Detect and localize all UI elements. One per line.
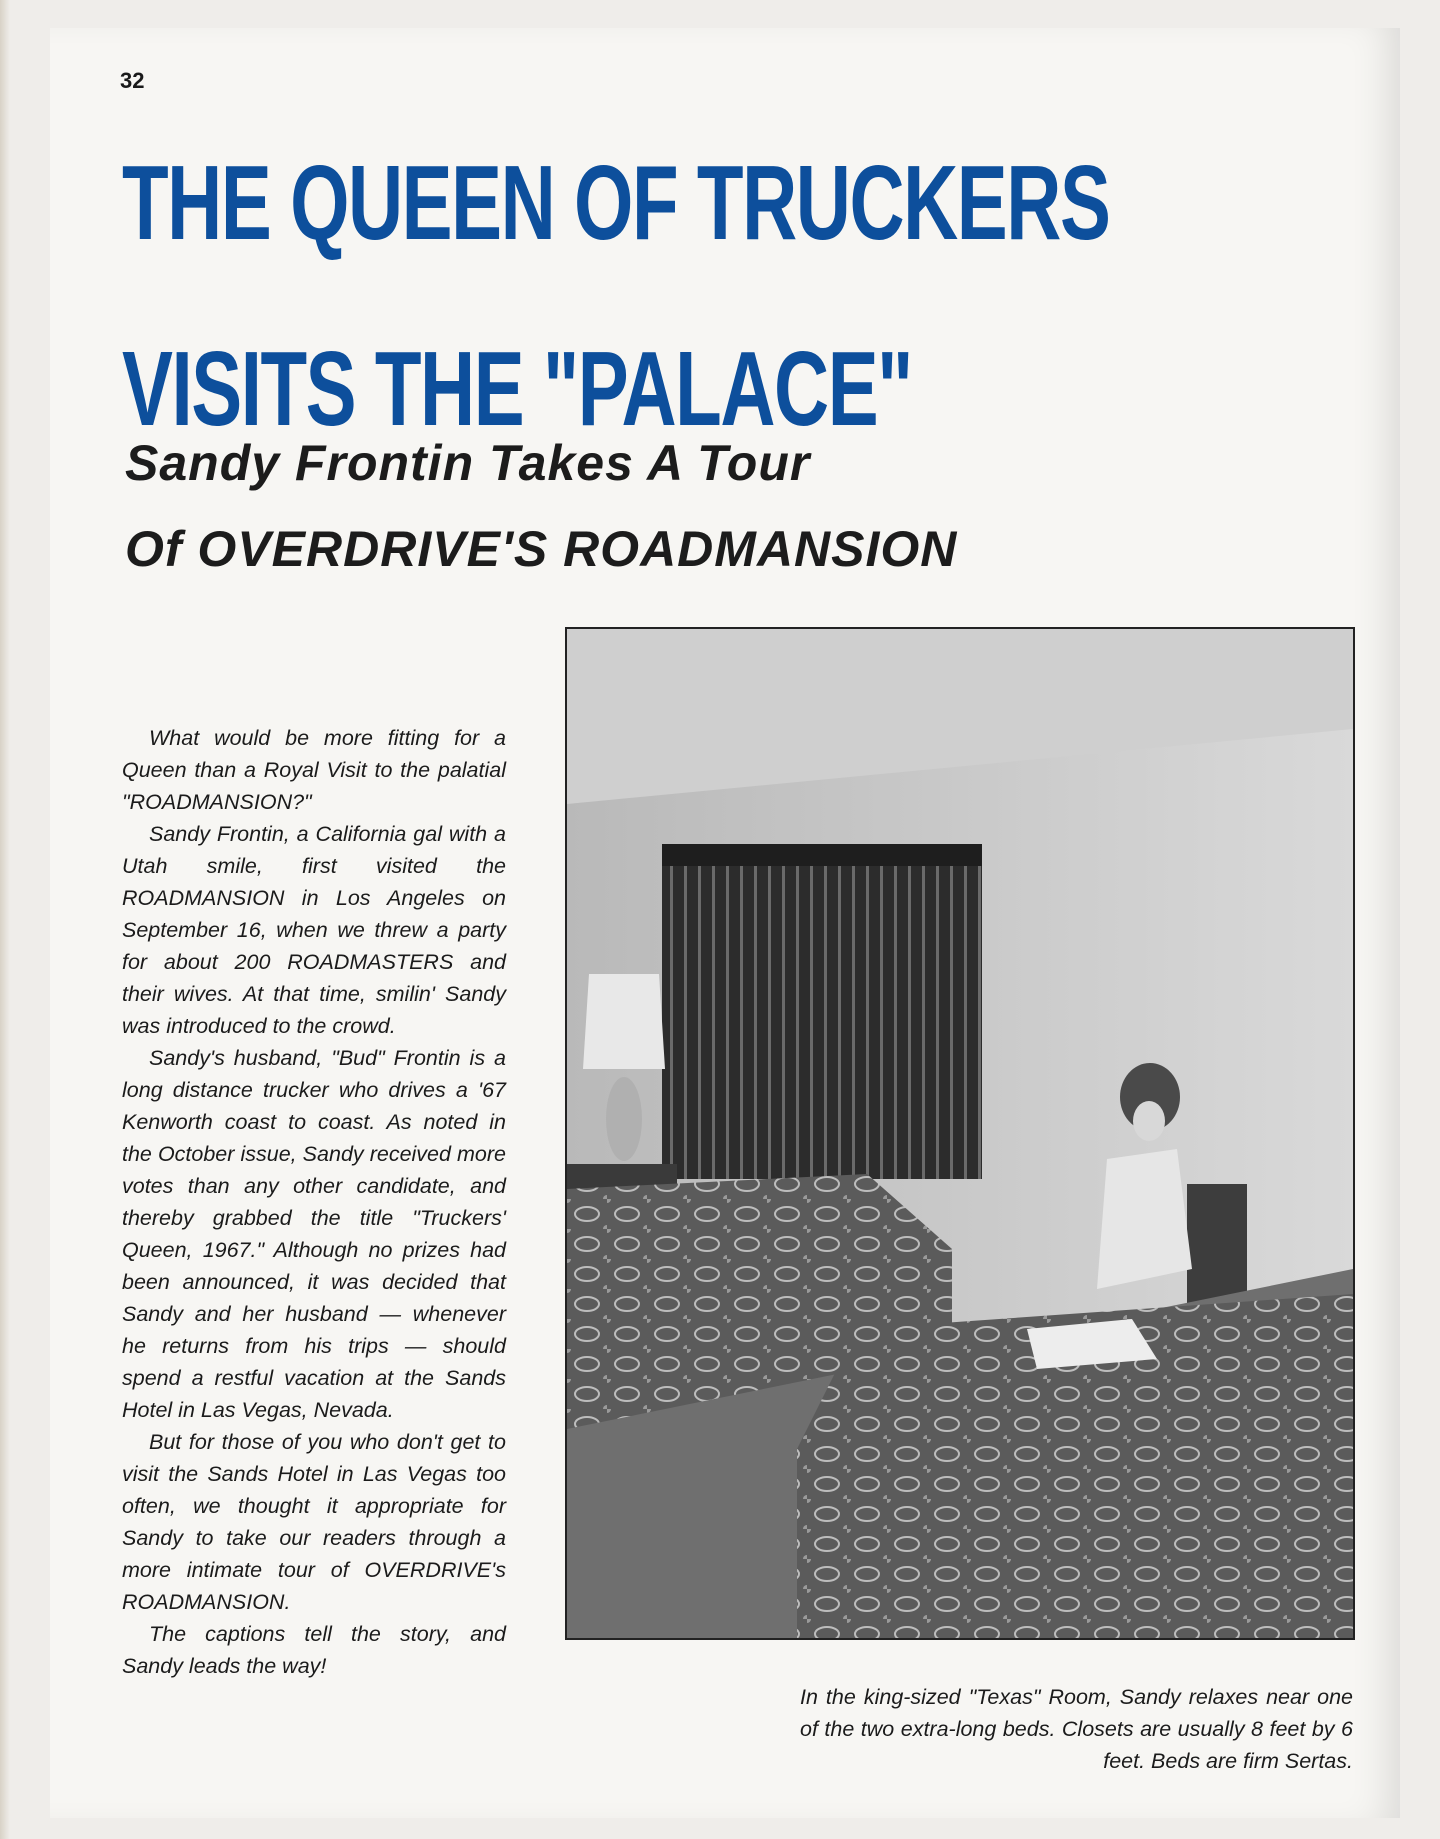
article-body	[122, 722, 506, 1682]
article-paragraph: What would be more fitting for a Queen than a Royal Visit to the palatial "ROADMANSION?"	[122, 726, 506, 814]
article-paragraph: The captions tell the story, and Sandy leads the way!	[122, 1622, 506, 1678]
headline-line-2: VISITS THE "PALACE"	[122, 330, 912, 448]
article-paragraph: Sandy Frontin, a California gal with a Utah smile, first visited the ROADMANSION in Los Angeles on September 16, when we threw a party for about 200 ROADMASTERS and their wives. At that time, smilin' Sandy was introduced to the crowd.	[122, 822, 506, 1038]
person-dress	[1097, 1149, 1192, 1289]
subheadline	[125, 420, 957, 592]
window-curtain	[662, 844, 982, 1179]
subheadline-line-2: Of OVERDRIVE'S ROADMANSION	[125, 521, 958, 577]
subheadline-line-1: Sandy Frontin Takes A Tour	[125, 435, 811, 491]
article-paragraph: Sandy's husband, "Bud" Frontin is a long distance trucker who drives a '67 Kenworth coast to coast. As noted in the October issue, Sandy received more votes than any other candidate, and thereby grabbed the title "Truckers' Queen, 1967." Although no prizes had been announced, it was decided that Sandy and her husband — whenever he returns from his trips — should spend a restful vacation at the Sands Hotel in Las Vegas, Nevada.	[122, 1046, 506, 1422]
article-paragraph: But for those of you who don't get to visit the Sands Hotel in Las Vegas too often, we thought it appropriate for Sandy to take our readers through a more intimate tour of OVERDRIVE's ROADMANSION.	[122, 1430, 506, 1614]
page-gutter	[0, 0, 10, 1839]
chair	[1187, 1184, 1247, 1309]
hotel-room-illustration	[567, 629, 1353, 1638]
headline-line-1: THE QUEEN OF TRUCKERS	[122, 144, 1110, 262]
page-number: 32	[120, 68, 145, 93]
photo-caption: In the king-sized "Texas" Room, Sandy relaxes near one of the two extra-long beds. Closets are usually 8 feet by 6 feet. Beds are firm Sertas.	[800, 1685, 1353, 1773]
hotel-room-photo	[565, 627, 1355, 1640]
person-face	[1133, 1101, 1165, 1141]
lamp-shade	[583, 974, 665, 1069]
lamp-base	[606, 1077, 642, 1161]
